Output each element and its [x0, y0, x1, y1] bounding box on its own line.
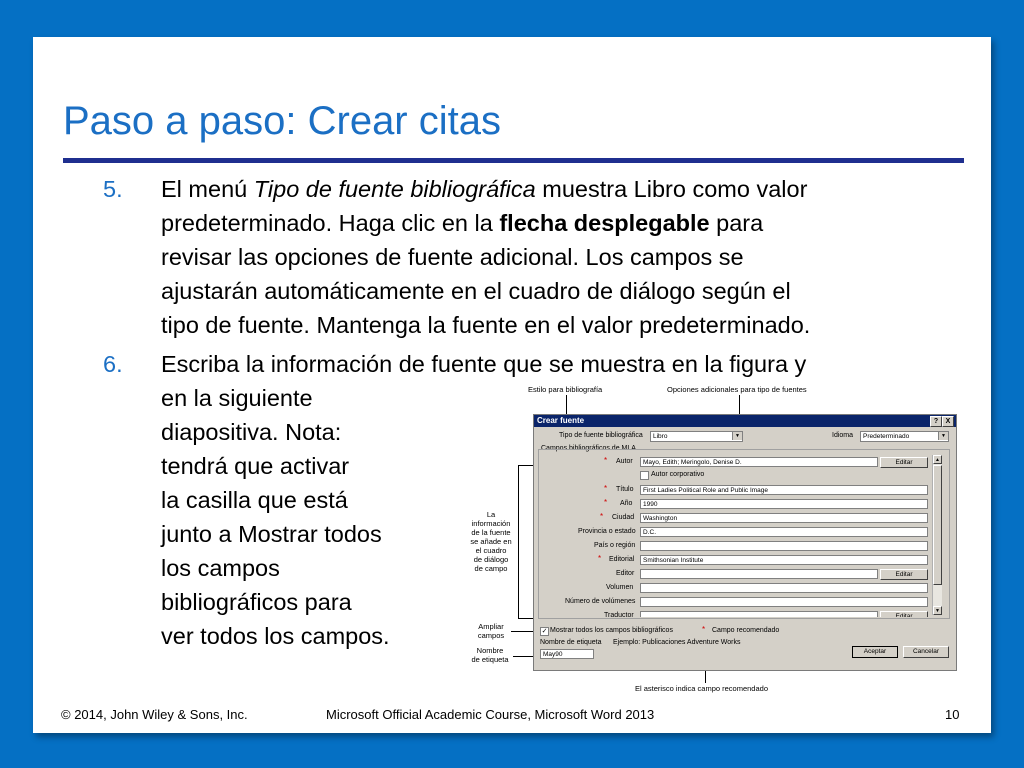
tipo-fuente-select[interactable] [650, 431, 743, 442]
recommended-star: * [604, 456, 608, 465]
recommended-star: * [600, 512, 604, 521]
callout-line: el cuadro [475, 546, 507, 555]
anio-field[interactable]: 1990 [640, 499, 928, 509]
recommended-star: * [598, 554, 602, 563]
nombre-etiqueta-label: Nombre de etiqueta [540, 639, 602, 646]
traductor-row-clipped [538, 610, 948, 617]
callout-line: se añade en [470, 537, 512, 546]
dialog-titlebar [534, 415, 956, 427]
step-5-line: tipo de fuente. Mantenga la fuente en el valor predeterminado. [161, 312, 811, 338]
step-5-line [161, 206, 763, 240]
pais-field[interactable] [640, 541, 928, 551]
slide [33, 37, 991, 733]
dialog-title: Crear fuente [537, 416, 585, 425]
callout-line: de campo [474, 564, 508, 573]
footer-course: Microsoft Official Academic Course, Microsoft Word 2013 [326, 707, 655, 722]
step-6-line: los campos [161, 555, 280, 581]
traductor-editar-button[interactable]: Editar [880, 611, 928, 617]
autor-label: Autor [616, 458, 633, 465]
close-button[interactable]: X [942, 416, 954, 427]
step-6-number: 6. [103, 351, 123, 377]
help-button[interactable]: ? [930, 416, 942, 427]
crear-fuente-dialog [533, 414, 957, 671]
pais-label: País o región [594, 542, 636, 549]
step-6-line: ver todos los campos. [161, 623, 390, 649]
group-label: Campos bibliográficos de MLA [541, 445, 636, 452]
scrollbar-thumb[interactable] [933, 465, 942, 585]
step-6-line: Escriba la información de fuente que se muestra en la figura y [161, 351, 807, 377]
callout-line: Nombre [476, 646, 504, 655]
recommended-star: * [604, 484, 608, 493]
autor-editar-button[interactable]: Editar [880, 457, 928, 468]
callout-line: información [471, 519, 511, 528]
ciudad-field[interactable]: Washington [640, 513, 928, 523]
step-5-number: 5. [103, 176, 123, 202]
step-5-line: ajustarán automáticamente en el cuadro de diálogo según el [161, 278, 791, 304]
callout-line: campos [477, 631, 505, 640]
callout-ampliar [470, 622, 512, 640]
callout-nombre [466, 646, 514, 664]
volumen-label: Volumen [606, 584, 634, 591]
footer-copyright: © 2014, John Wiley & Sons, Inc. [61, 707, 248, 722]
traductor-field[interactable] [640, 611, 878, 617]
italic-run: Tipo de fuente bibliográfica [253, 176, 536, 202]
anio-label: Año [620, 500, 633, 507]
idioma-value: Predeterminado [863, 433, 910, 440]
callout-line: Ampliar [478, 622, 504, 631]
callout-asterisco: El asterisco indica campo recomendado [635, 684, 768, 693]
traductor-label: Traductor [604, 612, 634, 617]
editor-editar-button[interactable]: Editar [880, 569, 928, 580]
bold-run: flecha desplegable [499, 210, 710, 236]
chevron-down-icon[interactable]: ▼ [938, 432, 948, 440]
slide-title: Paso a paso: Crear citas [63, 99, 501, 143]
autor-field[interactable]: Mayo, Edith; Meringolo, Denise D. [640, 457, 878, 467]
editorial-label: Editorial [609, 556, 635, 563]
step-6-line: diapositiva. Nota: [161, 419, 342, 445]
titulo-label: Título [616, 486, 634, 493]
step-6-line: bibliográficos para [161, 589, 352, 615]
callout-estilo: Estilo para bibliografía [528, 385, 603, 394]
provincia-field[interactable]: D.C. [640, 527, 928, 537]
callout-line: de diálogo [473, 555, 509, 564]
title-rule [63, 158, 964, 163]
editor-field[interactable] [640, 569, 878, 579]
autor-corporativo-label: Autor corporativo [651, 471, 705, 478]
autor-corporativo-checkbox[interactable] [640, 471, 649, 480]
editorial-field[interactable]: Smithsonian Institute [640, 555, 928, 565]
numvol-field[interactable] [640, 597, 928, 607]
numvol-label: Número de volúmenes [565, 598, 636, 605]
ejemplo-label: Ejemplo: Publicaciones Adventure Works [613, 639, 741, 646]
callout-line: de etiqueta [471, 655, 509, 664]
text-run: El menú [161, 176, 254, 202]
step-6-line: en la siguiente [161, 385, 313, 411]
editor-label: Editor [616, 570, 635, 577]
provincia-label: Provincia o estado [578, 528, 636, 535]
volumen-field[interactable] [640, 583, 928, 593]
step-5-line: revisar las opciones de fuente adicional. Los campos se [161, 244, 744, 270]
chevron-down-icon[interactable]: ▼ [732, 432, 742, 440]
step-6-line: la casilla que está [161, 487, 348, 513]
tipo-value: Libro [653, 433, 668, 440]
titulo-field[interactable]: First Ladies Political Role and Public Image [640, 485, 928, 495]
fields-scrollbar[interactable] [932, 455, 942, 615]
mostrar-todos-label: Mostrar todos los campos bibliográficos [550, 627, 673, 634]
callout-line: de la fuente [471, 528, 511, 537]
step-6-line: junto a Mostrar todos [161, 521, 382, 547]
tipo-label: Tipo de fuente bibliográfica [559, 432, 643, 439]
recommended-star: * [702, 625, 706, 634]
recommended-star: * [604, 498, 608, 507]
text-run: predeterminado. Haga clic en la [161, 210, 500, 236]
callout-opciones: Opciones adicionales para tipo de fuentes [667, 385, 807, 394]
idioma-label: Idioma [832, 432, 854, 439]
nombre-etiqueta-field[interactable]: May90 [540, 649, 594, 659]
text-run: para [709, 210, 764, 236]
ciudad-label: Ciudad [612, 514, 635, 521]
campo-recomendado-label: Campo recomendado [712, 627, 780, 634]
cancelar-button[interactable]: Cancelar [903, 646, 949, 658]
step-5-line [161, 172, 807, 206]
mostrar-todos-checkbox[interactable]: ✓ [541, 628, 548, 635]
scroll-down-icon[interactable]: ▼ [933, 606, 942, 615]
text-run: muestra Libro como valor [535, 176, 808, 202]
idioma-select[interactable] [860, 431, 949, 442]
step-6-line: tendrá que activar [161, 453, 350, 479]
callout-line: La [486, 510, 496, 519]
scroll-up-icon[interactable]: ▲ [933, 455, 942, 464]
aceptar-button[interactable]: Aceptar [852, 646, 898, 658]
callout-info [466, 510, 516, 573]
footer-page-number: 10 [945, 707, 960, 722]
